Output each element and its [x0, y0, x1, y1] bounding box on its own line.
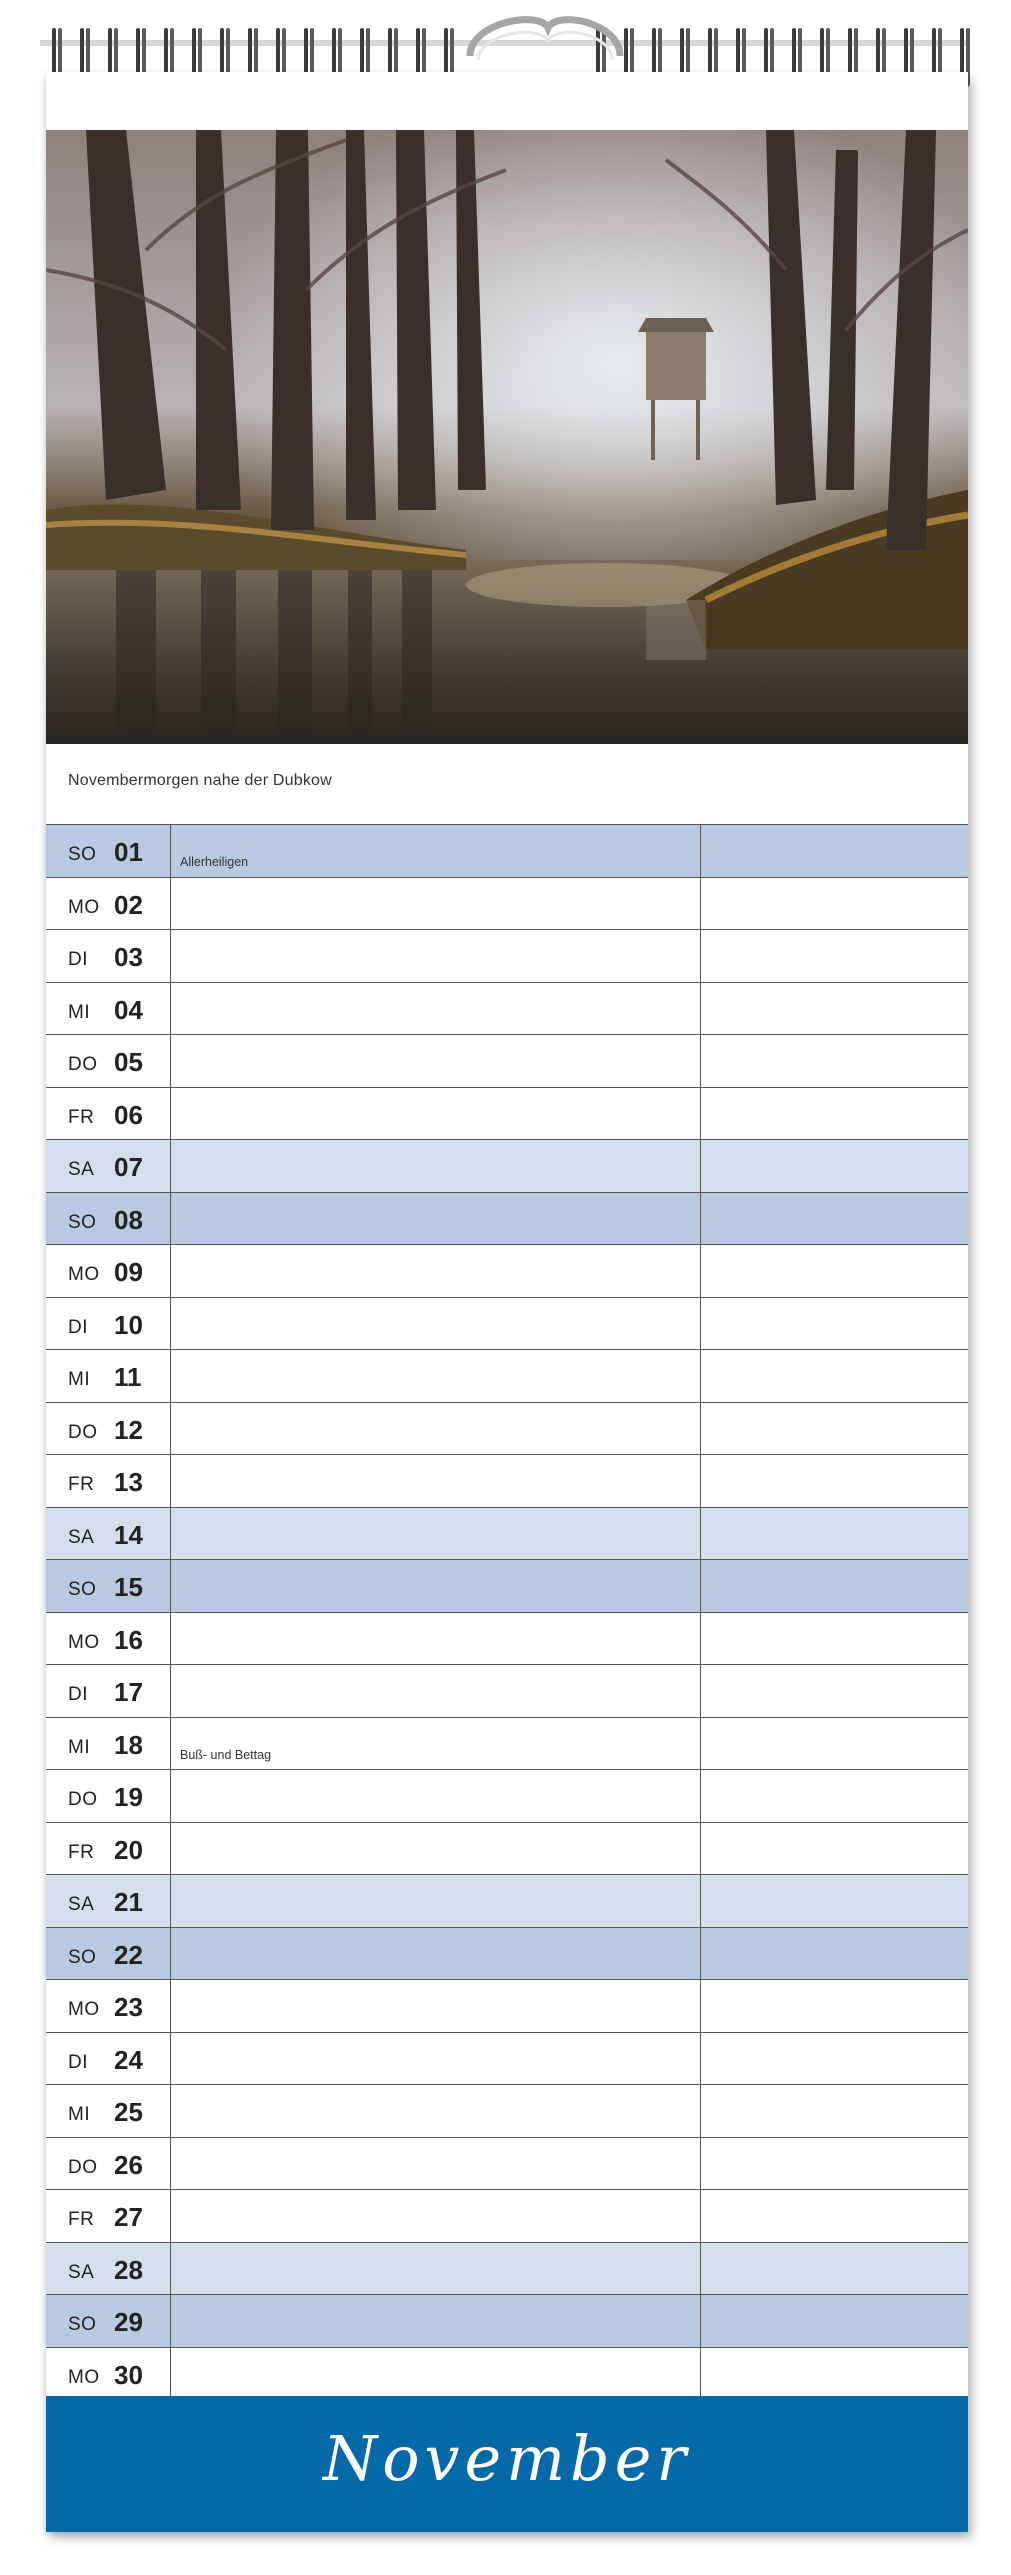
column-divider — [700, 1980, 701, 2033]
month-band — [46, 2396, 968, 2532]
holiday-note: Allerheiligen — [180, 855, 249, 869]
day-row — [46, 1665, 968, 1718]
day-number: 16 — [114, 1624, 143, 1655]
day-number: 03 — [114, 942, 143, 972]
day-row — [46, 2033, 968, 2086]
column-divider — [700, 1140, 701, 1193]
column-divider — [170, 1088, 171, 1141]
column-divider — [700, 878, 701, 931]
day-number: 12 — [114, 1414, 143, 1445]
weekday-label: MI — [68, 1001, 91, 1023]
column-divider — [700, 1823, 701, 1876]
column-divider — [170, 2033, 171, 2086]
column-divider — [170, 2190, 171, 2243]
weekday-label: MI — [68, 2104, 91, 2125]
column-divider — [700, 1508, 701, 1561]
day-row — [46, 930, 968, 983]
day-number: 20 — [114, 1834, 143, 1865]
column-divider — [700, 930, 701, 983]
landscape-photo — [46, 130, 968, 744]
day-number: 24 — [114, 2044, 143, 2075]
weekday-label: DO — [68, 1054, 98, 1075]
day-row — [46, 1823, 968, 1876]
weekday-label: FR — [68, 1841, 95, 1863]
weekday-label: SA — [68, 1526, 95, 1548]
weekday-label: DO — [68, 1421, 98, 1443]
column-divider — [170, 2348, 171, 2401]
column-divider — [170, 930, 171, 983]
weekday-label: MI — [68, 1369, 91, 1390]
day-number: 05 — [114, 1047, 143, 1077]
day-number: 22 — [114, 1939, 143, 1970]
day-row — [46, 1613, 968, 1666]
day-row — [46, 2348, 968, 2401]
day-row — [46, 825, 968, 878]
day-number: 08 — [114, 1204, 143, 1235]
weekday-label: SO — [68, 1211, 97, 1233]
day-number: 25 — [114, 2097, 143, 2127]
column-divider — [170, 2085, 171, 2138]
column-divider — [170, 1193, 171, 1246]
column-divider — [700, 2243, 701, 2296]
day-grid — [46, 824, 968, 2400]
day-row — [46, 1980, 968, 2033]
weekday-label: FR — [68, 1106, 95, 1128]
column-divider — [170, 1298, 171, 1351]
column-divider — [170, 1455, 171, 1508]
day-row — [46, 1560, 968, 1613]
weekday-label: SO — [68, 2314, 97, 2335]
day-row — [46, 1718, 968, 1771]
day-number: 17 — [114, 1677, 143, 1707]
day-number: 09 — [114, 1257, 143, 1287]
column-divider — [700, 1088, 701, 1141]
column-divider — [700, 1770, 701, 1823]
column-divider — [170, 1875, 171, 1928]
weekday-label: MI — [68, 1736, 91, 1758]
day-number: 26 — [114, 2149, 143, 2180]
day-number: 29 — [114, 2307, 143, 2337]
column-divider — [170, 1718, 171, 1771]
column-divider — [170, 2243, 171, 2296]
weekday-label: SO — [68, 844, 97, 865]
day-row — [46, 1508, 968, 1561]
weekday-label: DO — [68, 1789, 98, 1810]
weekday-label: SA — [68, 2261, 95, 2283]
weekday-label: MO — [68, 1631, 100, 1653]
column-divider — [700, 2138, 701, 2191]
weekday-label: DI — [68, 1684, 88, 1705]
column-divider — [700, 1245, 701, 1298]
day-number: 18 — [114, 1729, 143, 1760]
column-divider — [170, 983, 171, 1036]
day-row — [46, 2190, 968, 2243]
weekday-label: MO — [68, 2366, 100, 2388]
day-number: 21 — [114, 1887, 143, 1917]
column-divider — [700, 1718, 701, 1771]
day-row — [46, 1875, 968, 1928]
calendar-sheet — [46, 72, 968, 2532]
column-divider — [700, 2348, 701, 2401]
weekday-label: SA — [68, 1159, 95, 1180]
day-row — [46, 1928, 968, 1981]
column-divider — [170, 1560, 171, 1613]
column-divider — [170, 1508, 171, 1561]
weekday-label: FR — [68, 2209, 95, 2230]
day-number: 11 — [114, 1362, 142, 1392]
column-divider — [700, 1665, 701, 1718]
column-divider — [170, 1928, 171, 1981]
weekday-label: SO — [68, 1946, 97, 1968]
day-number: 14 — [114, 1519, 143, 1550]
day-number: 13 — [114, 1467, 143, 1497]
day-number: 27 — [114, 2202, 143, 2232]
column-divider — [700, 983, 701, 1036]
day-number: 28 — [114, 2254, 143, 2285]
day-number: 19 — [114, 1782, 143, 1812]
weekday-label: MO — [68, 896, 100, 918]
day-row — [46, 2243, 968, 2296]
day-row — [46, 1403, 968, 1456]
day-number: 04 — [114, 994, 143, 1025]
column-divider — [170, 1980, 171, 2033]
day-row — [46, 1088, 968, 1141]
day-number: 06 — [114, 1099, 143, 1130]
column-divider — [700, 2033, 701, 2086]
column-divider — [700, 1613, 701, 1666]
column-divider — [170, 825, 171, 878]
column-divider — [700, 1928, 701, 1981]
weekday-label: DI — [68, 1316, 88, 1338]
holiday-note: Buß- und Bettag — [180, 1747, 272, 1762]
column-divider — [700, 1455, 701, 1508]
weekday-label: MO — [68, 1999, 100, 2020]
day-row — [46, 1770, 968, 1823]
column-divider — [170, 2138, 171, 2191]
column-divider — [700, 2085, 701, 2138]
column-divider — [700, 1350, 701, 1403]
day-row — [46, 1350, 968, 1403]
day-number: 23 — [114, 1992, 143, 2022]
day-row — [46, 1298, 968, 1351]
day-row — [46, 1455, 968, 1508]
column-divider — [700, 2190, 701, 2243]
day-number: 30 — [114, 2359, 143, 2390]
weekday-label: SO — [68, 1579, 97, 1600]
day-row — [46, 1035, 968, 1088]
column-divider — [170, 2295, 171, 2348]
column-divider — [170, 1245, 171, 1298]
column-divider — [170, 1770, 171, 1823]
day-row — [46, 2138, 968, 2191]
day-row — [46, 2295, 968, 2348]
column-divider — [700, 1560, 701, 1613]
column-divider — [700, 2295, 701, 2348]
column-divider — [700, 1403, 701, 1456]
column-divider — [170, 1613, 171, 1666]
column-divider — [170, 1035, 171, 1088]
column-divider — [700, 1875, 701, 1928]
weekday-label: DI — [68, 949, 88, 970]
day-row — [46, 983, 968, 1036]
column-divider — [170, 1350, 171, 1403]
day-row — [46, 878, 968, 931]
column-divider — [170, 1823, 171, 1876]
column-divider — [700, 825, 701, 878]
day-number: 07 — [114, 1152, 143, 1182]
weekday-label: DI — [68, 2051, 88, 2073]
column-divider — [170, 1665, 171, 1718]
day-row — [46, 1245, 968, 1298]
day-row — [46, 1140, 968, 1193]
month-label: November — [322, 2422, 692, 2495]
column-divider — [170, 1140, 171, 1193]
column-divider — [700, 1298, 701, 1351]
column-divider — [700, 1035, 701, 1088]
column-divider — [700, 1193, 701, 1246]
weekday-label: MO — [68, 1264, 100, 1285]
day-row — [46, 2085, 968, 2138]
day-number: 02 — [114, 889, 143, 920]
photo-caption: Novembermorgen nahe der Dubkow — [68, 772, 332, 789]
weekday-label: DO — [68, 2156, 98, 2178]
day-number: 15 — [114, 1572, 143, 1602]
day-number: 10 — [114, 1309, 143, 1340]
day-number: 01 — [114, 837, 143, 867]
day-row — [46, 1193, 968, 1246]
weekday-label: SA — [68, 1894, 95, 1915]
column-divider — [170, 878, 171, 931]
weekday-label: FR — [68, 1474, 95, 1495]
column-divider — [170, 1403, 171, 1456]
